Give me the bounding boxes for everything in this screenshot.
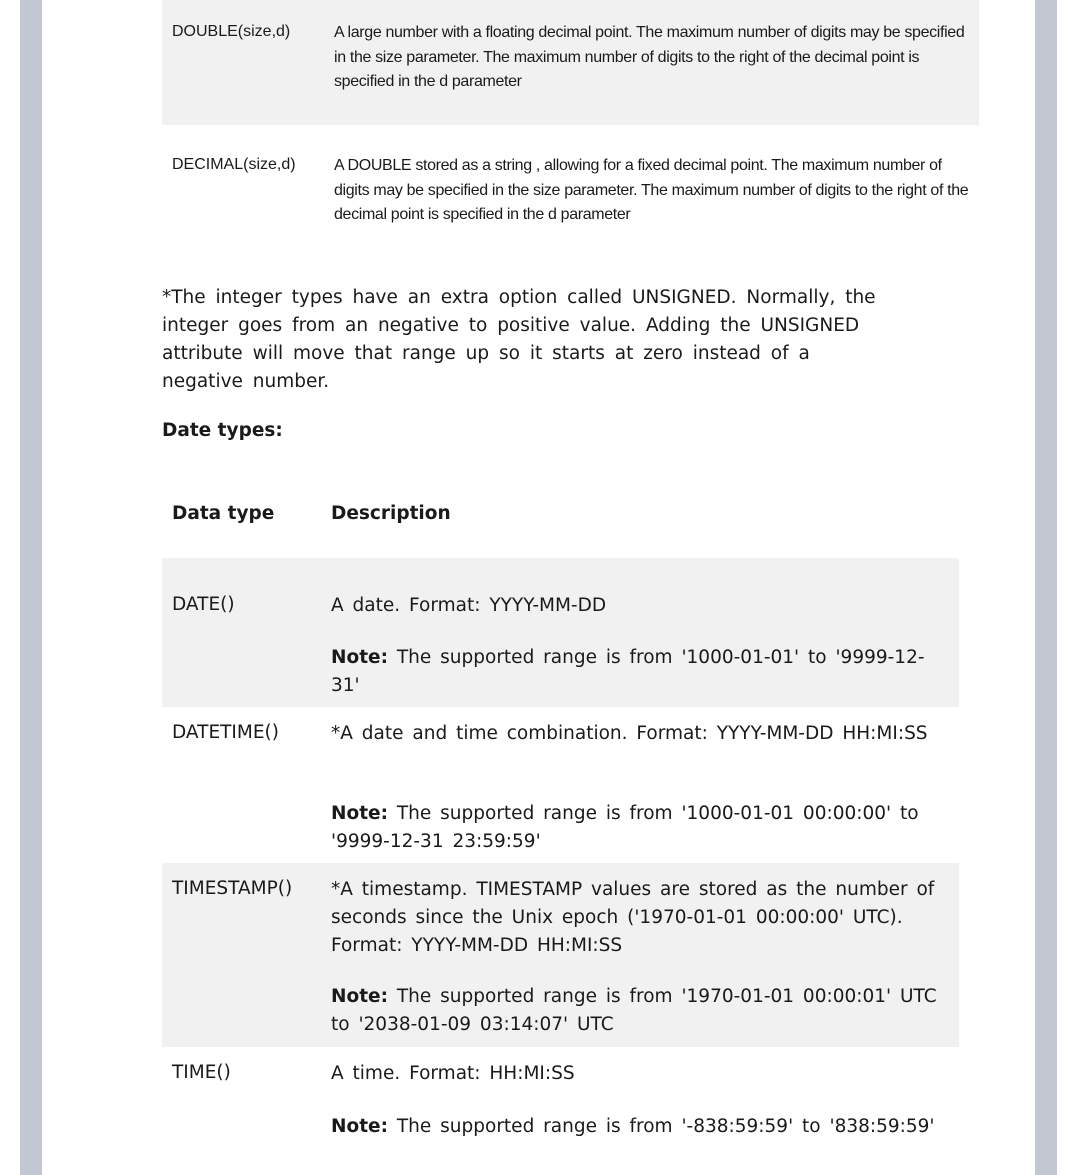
note-text: The supported range is from '-838:59:59' to '838:59:59' [387,1116,935,1137]
note-text: The supported range is from '1000-01-01' to '9999-12-31' [331,647,925,696]
table-row-time [162,1047,959,1175]
column-header-data-type: Data type [172,503,275,524]
description-cell: A date. Format: YYYY-MM-DD [331,595,607,616]
type-cell: DECIMAL(size,d) [172,156,296,173]
note-cell [331,644,951,700]
description-cell: A large number with a floating decimal point. The maximum number of digits may be specified in the size parameter. The maximum number of digits to the right of the decimal point is specified in the d parameter [334,24,965,90]
description-cell: A DOUBLE stored as a string , allowing for a fixed decimal point. The maximum number of digits may be specified in the size parameter. The maximum number of digits to the right of the decimal point is specified in the d parameter [334,157,969,223]
note-label: Note: [331,986,388,1007]
note-label: Note: [331,647,388,668]
table-row-decimal [162,125,979,245]
date-types-heading: Date types: [162,420,283,441]
table-row-datetime [162,707,959,863]
type-cell: DOUBLE(size,d) [172,23,291,40]
description-cell: *A date and time combination. Format: YYYY-MM-DD HH:MI:SS [331,723,928,744]
description-cell: A time. Format: HH:MI:SS [331,1063,575,1084]
document-frame-left [20,0,42,1175]
note-label: Note: [331,1116,388,1137]
note-label: Note: [331,803,388,824]
type-cell: DATETIME() [172,722,279,743]
document-frame-right [1035,0,1057,1175]
type-cell: TIMESTAMP() [172,878,293,899]
note-cell [331,983,951,1039]
table-row-double [162,0,979,125]
table-row-timestamp [162,863,959,1047]
note-text: The supported range is from '1970-01-01 00:00:01' UTC to '2038-01-09 03:14:07' UTC [331,986,937,1035]
note-text: The supported range is from '1000-01-01 00:00:00' to '9999-12-31 23:59:59' [331,803,919,852]
column-header-description: Description [331,503,451,524]
type-cell: DATE() [172,594,235,615]
unsigned-note-paragraph: *The integer types have an extra option called UNSIGNED. Normally, the integer goes from an negative to positive value. Adding the UNSIGNED attribute will move that range up so it starts at zero instead of a negative number. [162,287,876,392]
document-page [42,0,1035,1175]
note-cell [331,1113,951,1141]
table-row-date [162,558,959,707]
type-cell: TIME() [172,1062,231,1083]
description-cell: *A timestamp. TIMESTAMP values are stored as the number of seconds since the Unix epoch ('1970-01-01 00:00:00' UTC). Format: YYYY-MM-DD HH:MI:SS [331,879,935,956]
note-cell [331,800,951,856]
